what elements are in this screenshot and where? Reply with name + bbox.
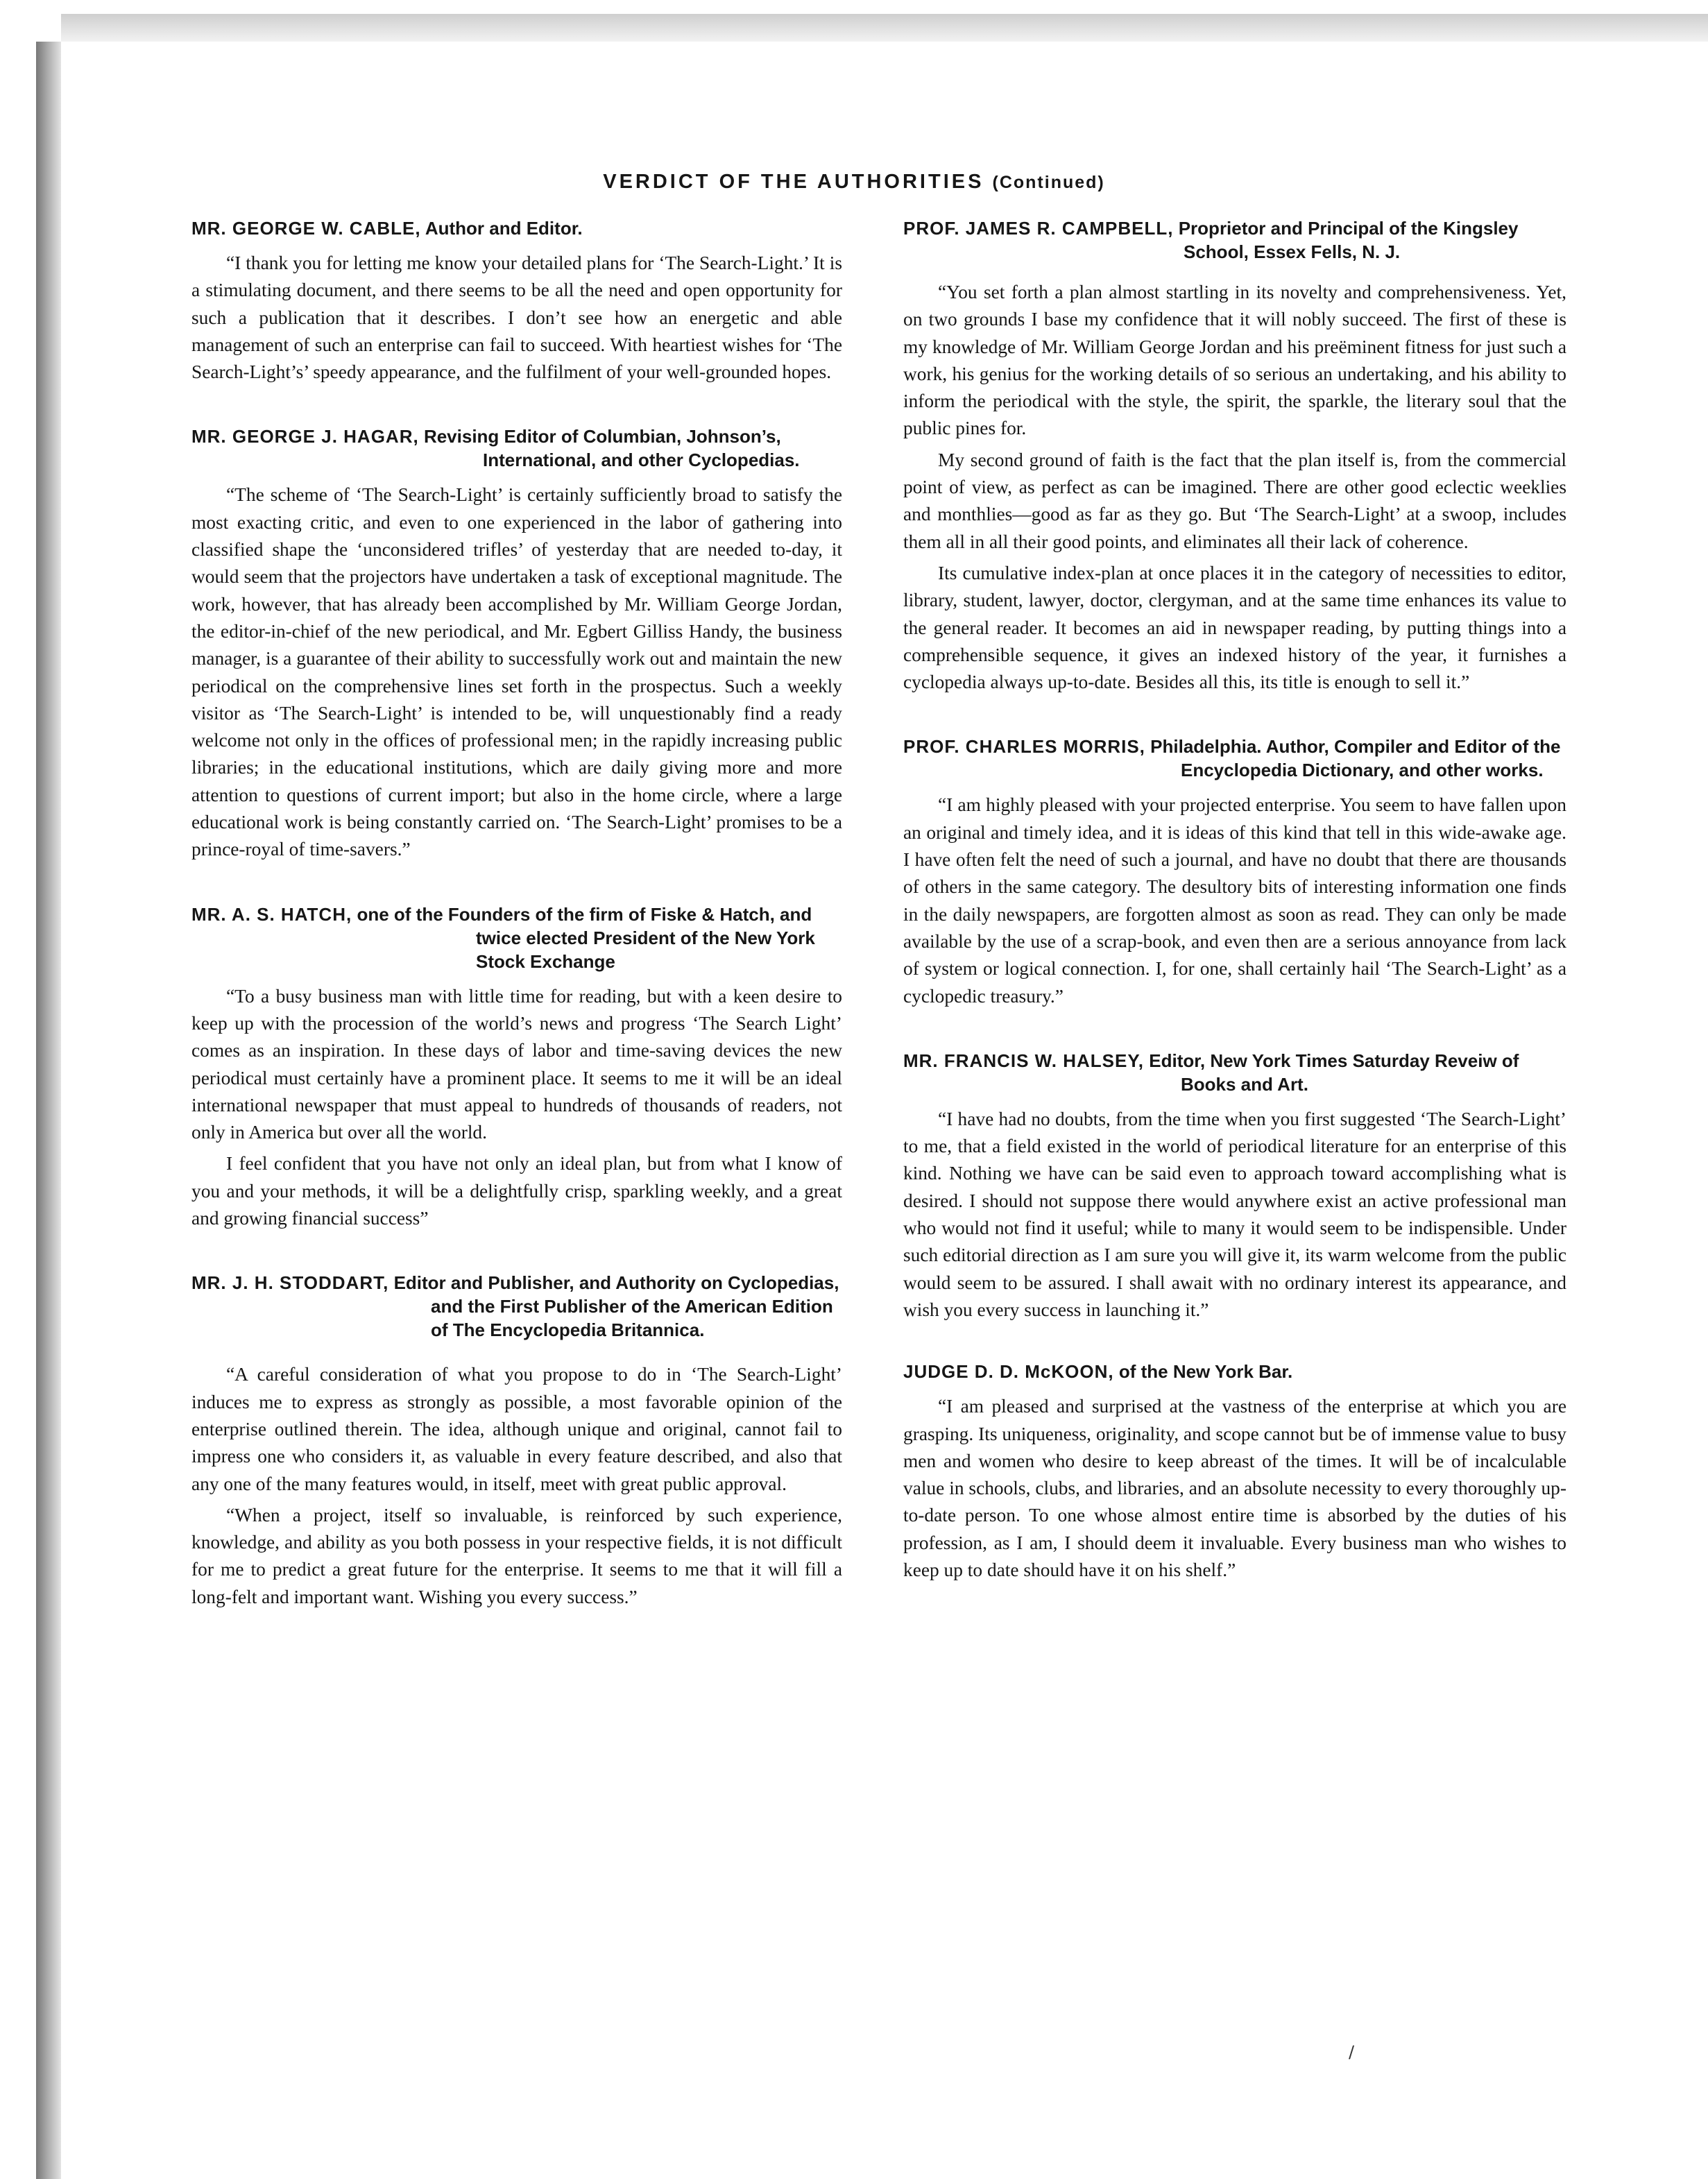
author-description: Revising Editor of Columbian, Johnson’s, International, and other Cyclopedias. (423, 426, 800, 471)
author-name: MR. J. H. STODDART, (191, 1272, 389, 1294)
author-name: MR. FRANCIS W. HALSEY, (903, 1050, 1145, 1071)
testimonial-heading (191, 216, 842, 240)
testimonial-heading (903, 1049, 1566, 1096)
author-name: MR. GEORGE W. CABLE, (191, 218, 421, 239)
title-continued: (Continued) (992, 173, 1105, 192)
testimonial-halsey (903, 1049, 1566, 1324)
author-name: MR. GEORGE J. HAGAR, (191, 426, 419, 447)
testimonial-heading (191, 425, 842, 472)
testimonial-paragraph: “I thank you for letting me know your detailed plans for ‘The Search-Light.’ It is a stimulating document, and there seems to be all the need and open opportunity for such a publication that it describes. I don’t see how an energetic and able management of such an enterprise can fail to succeed. With heartiest wishes for ‘The Search-Light’s’ speedy appearance, and the fulfilment of your well-grounded hopes. (191, 253, 842, 383)
testimonial-cable (191, 216, 842, 386)
testimonial-hagar (191, 425, 842, 863)
testimonial-morris (903, 735, 1566, 1009)
stray-pen-mark: / (1349, 2042, 1355, 2062)
author-description: of the New York Bar. (1118, 1361, 1293, 1383)
testimonial-heading (903, 735, 1566, 782)
scan-left-edge (36, 42, 61, 2179)
testimonial-heading (191, 903, 842, 973)
testimonial-paragraph: “You set forth a plan almost startling in its novelty and comprehensiveness. Yet, on two grounds I base my confidence that it will nobly succeed. The first of these is my knowledge of Mr. William George Jordan and his preëminent fitness for just such a work, his genius for the working details of so serious an undertaking, and his ability to inform the periodical with the style, the spirit, the sparkle, the literary soul that the public pines for. (903, 282, 1566, 439)
author-name: JUDGE D. D. McKOON, (903, 1361, 1114, 1383)
left-column (191, 216, 842, 1615)
testimonial-heading (191, 1271, 842, 1342)
author-description: Philadelphia. Author, Compiler and Editor of the Encyclopedia Dictionary, and other works. (1150, 736, 1561, 781)
author-name: MR. A. S. HATCH, (191, 903, 352, 925)
testimonial-paragraph: I feel confident that you have not only an ideal plan, but from what I know of you and your methods, it will be a delightfully crisp, sparkling weekly, and a great and growing financial success” (191, 1153, 842, 1229)
testimonial-paragraph: “When a project, itself so invaluable, is reinforced by such experience, knowledge, and ability as you both possess in your respective fields, it is not difficult for me to predict a great future for the enterprise. It seems to me that it will fill a long-felt and important want. Wishing you every success.” (191, 1504, 842, 1607)
testimonial-paragraph: “The scheme of ‘The Search-Light’ is certainly sufficiently broad to satisfy the most exacting critic, and even to one experienced in the labor of gathering into classified shape the ‘unconsidered trifles’ of yesterday that are needed to-day, it would seem that the projectors have undertaken a task of exceptional magnitude. The work, however, that has already been accomplished by Mr. William George Jordan, the editor-in-chief of the new periodical, and Mr. Egbert Gilliss Handy, the business manager, is a guarantee of their ability to successfully work out and maintain the new periodical on the comprehensive lines set forth in the prospectus. Such a weekly visitor as ‘The Search-Light’ is intended to be, will unquestionably find a ready welcome not only in the offices of professional men; in the rapidly increasing public libraries; in the educational institutions, which are daily giving more and more attention to questions of current import; but also in the home circle, where a large educational work is being constantly carried on. ‘The Search-Light’ promises to be a prince-royal of time-savers.” (191, 484, 842, 860)
testimonial-stoddart (191, 1271, 842, 1611)
testimonial-mckoon (903, 1360, 1566, 1584)
author-description: Editor, New York Times Saturday Reveiw of Books and Art. (1149, 1050, 1519, 1095)
testimonial-paragraph: My second ground of faith is the fact that the plan itself is, from the commercial point of view, as perfect as can be imagined. There are other good eclectic weeklies and monthlies—good as far as they go. But ‘The Search-Light’ at a swoop, includes them all in all their good points, and eliminates all their lack of coherence. (903, 449, 1566, 552)
author-description: Author and Editor. (425, 218, 583, 239)
author-name: PROF. JAMES R. CAMPBELL, (903, 218, 1174, 239)
author-name: PROF. CHARLES MORRIS, (903, 736, 1145, 758)
testimonial-paragraph: “I have had no doubts, from the time when you first suggested ‘The Search-Light’ to me, that a field existed in the world of periodical literature for an enterprise of this kind. Nothing we have can be said even to approach toward accomplishing what is desired. I should not suppose there would anywhere exist an active professional man who would not find it useful; while to many it would seem to be indispensible. Under such editorial direction as I am sure you will give it, its warm welcome from the public would seem to be assured. I shall await with no ordinary interest its appearance, and wish you every success in launching it.” (903, 1108, 1566, 1320)
testimonial-paragraph: “To a busy business man with little time for reading, but with a keen desire to keep up with the procession of the world’s news and progress ‘The Search Light’ comes as an inspiration. In these days of labor and time-saving devices the new periodical must certainly have a prominent place. It seems to me it will be an ideal international newspaper that must appeal to hundreds of thousands of readers, not only in America but over all the world. (191, 985, 842, 1143)
author-description: one of the Founders of the firm of Fiske & Hatch, and twice elected President of the New York Stock Exchange (357, 903, 815, 972)
scan-top-shadow (61, 14, 1708, 42)
testimonial-heading (903, 1360, 1566, 1383)
testimonial-campbell (903, 216, 1566, 696)
testimonial-heading (903, 216, 1566, 264)
title-main: VERDICT OF THE AUTHORITIES (603, 171, 984, 193)
page-title (0, 171, 1708, 194)
testimonial-paragraph: “I am highly pleased with your projected enterprise. You seem to have fallen upon an original and timely idea, and it is ideas of this kind that tell in this wide-awake age. I have often felt the need of such a journal, and have no doubt that there are thousands of others in the same category. The desultory bits of interesting information one finds in the daily newspapers, are forgotten almost as soon as read. They can only be made available by the use of a scrap-book, and even then are a serious annoyance from lack of system or logical connection. I, for one, shall certainly hail ‘The Search-Light’ as a cyclopedic treasury.” (903, 794, 1566, 1007)
right-column (903, 216, 1566, 1588)
testimonial-hatch (191, 903, 842, 1233)
testimonial-paragraph: “I am pleased and surprised at the vastness of the enterprise at which you are grasping. Its uniqueness, originality, and scope cannot but be of immense value to busy men and women who desire to keep abreast of the times. It will be of incalculable value in schools, clubs, and libraries, and an absolute necessity to every thoroughly up-to-date person. To one whose almost entire time is absorbed by the duties of his profession, as I am, I should deem it invaluable. Every business man who wishes to keep up to date should have it on his shelf.” (903, 1396, 1566, 1580)
testimonial-paragraph: Its cumulative index-plan at once places it in the category of necessities to editor, library, student, lawyer, doctor, clergyman, and at the same time enhances its value to the general reader. It becomes an aid in newspaper reading, by putting things into a comprehensible sequence, it gives an indexed history of the year, it furnishes a cyclopedia always up-to-date. Besides all this, its title is enough to sell it.” (903, 562, 1566, 693)
testimonial-paragraph: “A careful consideration of what you propose to do in ‘The Search-Light’ induces me to express as strongly as possible, a most favorable opinion of the enterprise outlined therein. The idea, although unique and original, cannot fail to impress one who considers it, as valuable in every feature described, and also that any one of the many features would, in itself, meet with great public approval. (191, 1364, 842, 1494)
author-description: Proprietor and Principal of the Kingsley School, Essex Fells, N. J. (1178, 218, 1519, 262)
author-description: Editor and Publisher, and Authority on Cyclopedias, and the First Publisher of the American Edition of The Encyclopedia Britannica. (393, 1272, 839, 1341)
